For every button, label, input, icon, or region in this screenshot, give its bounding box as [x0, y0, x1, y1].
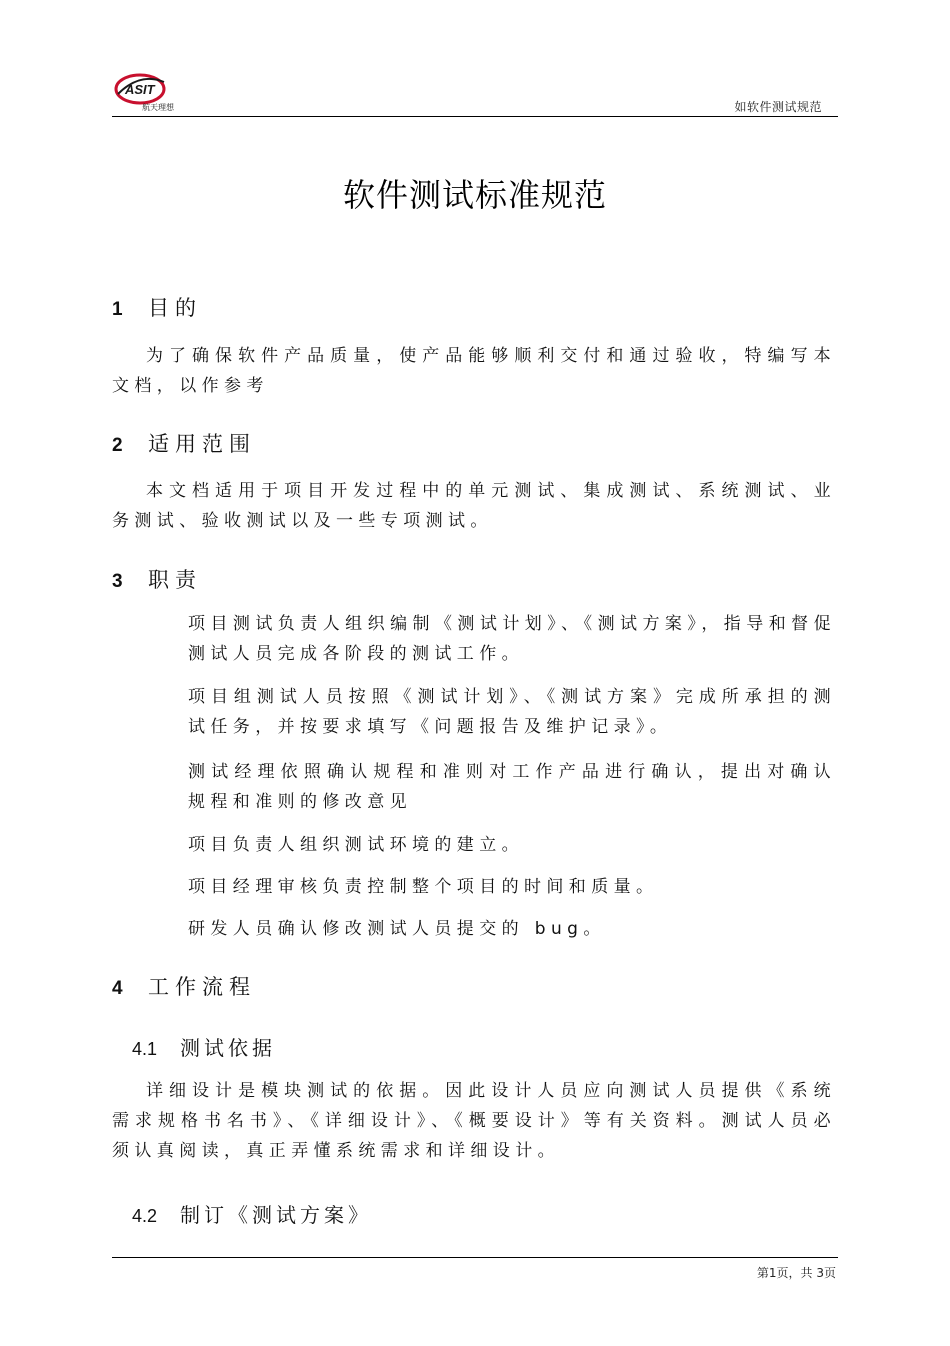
- section-number: 1: [112, 299, 123, 320]
- subsection-4-1-heading: [132, 1032, 276, 1061]
- section-title: 工作流程: [148, 975, 256, 999]
- subsection-4-2-heading: [132, 1199, 372, 1228]
- section-4-heading: [112, 971, 256, 1001]
- duty-item: 项目经理审核负责控制整个项目的时间和质量。: [188, 877, 659, 897]
- section-number: 2: [112, 435, 123, 456]
- duty-item: 研发人员确认修改测试人员提交的 bug。: [188, 919, 606, 939]
- section-1-paragraph: 为了确保软件产品质量，使产品能够顺利交付和通过验收，特编写本文档，以作参考: [112, 346, 836, 396]
- document-title: 软件测试标准规范: [342, 176, 607, 214]
- header-divider: [112, 116, 838, 117]
- page-number: 第1页，共 3页: [756, 1266, 836, 1280]
- company-logo: [112, 70, 188, 112]
- section-title: 目的: [148, 296, 202, 320]
- logo-subtext: 航天理想: [142, 103, 174, 112]
- duty-item: 项目负责人组织测试环境的建立。: [188, 835, 524, 855]
- section-2-paragraph: 本文档适用于项目开发过程中的单元测试、集成测试、系统测试、业务测试、验收测试以及一些专项测试。: [112, 481, 836, 531]
- section-title: 适用范围: [148, 432, 256, 456]
- logo-text: ASIT: [125, 82, 155, 97]
- subsection-title: 制订《测试方案》: [180, 1203, 372, 1227]
- footer-divider: [112, 1257, 838, 1258]
- subsection-number: 4.2: [132, 1206, 158, 1226]
- section-title: 职责: [148, 568, 202, 592]
- header-doc-label: 如软件测试规范: [734, 100, 822, 114]
- section-3-heading: [112, 564, 202, 594]
- subsection-title: 测试依据: [180, 1036, 276, 1060]
- subsection-number: 4.1: [132, 1039, 158, 1059]
- duty-item: 测试经理依照确认规程和准则对工作产品进行确认，提出对确认规程和准则的修改意见: [188, 762, 836, 812]
- duty-item: 项目组测试人员按照《测试计划》、《测试方案》完成所承担的测试任务，并按要求填写《问题报告及维护记录》。: [188, 687, 836, 737]
- section-number: 4: [112, 978, 123, 999]
- section-2-heading: [112, 428, 256, 458]
- section-1-heading: [112, 292, 202, 322]
- section-number: 3: [112, 571, 123, 592]
- subsection-4-1-paragraph: 详细设计是模块测试的依据。因此设计人员应向测试人员提供《系统需求规格书名书》、《详细设计》、《概要设计》等有关资料。测试人员必须认真阅读，真正弄懂系统需求和详细设计。: [112, 1081, 836, 1161]
- duty-item: 项目测试负责人组织编制《测试计划》、《测试方案》，指导和督促测试人员完成各阶段的测试工作。: [188, 614, 836, 664]
